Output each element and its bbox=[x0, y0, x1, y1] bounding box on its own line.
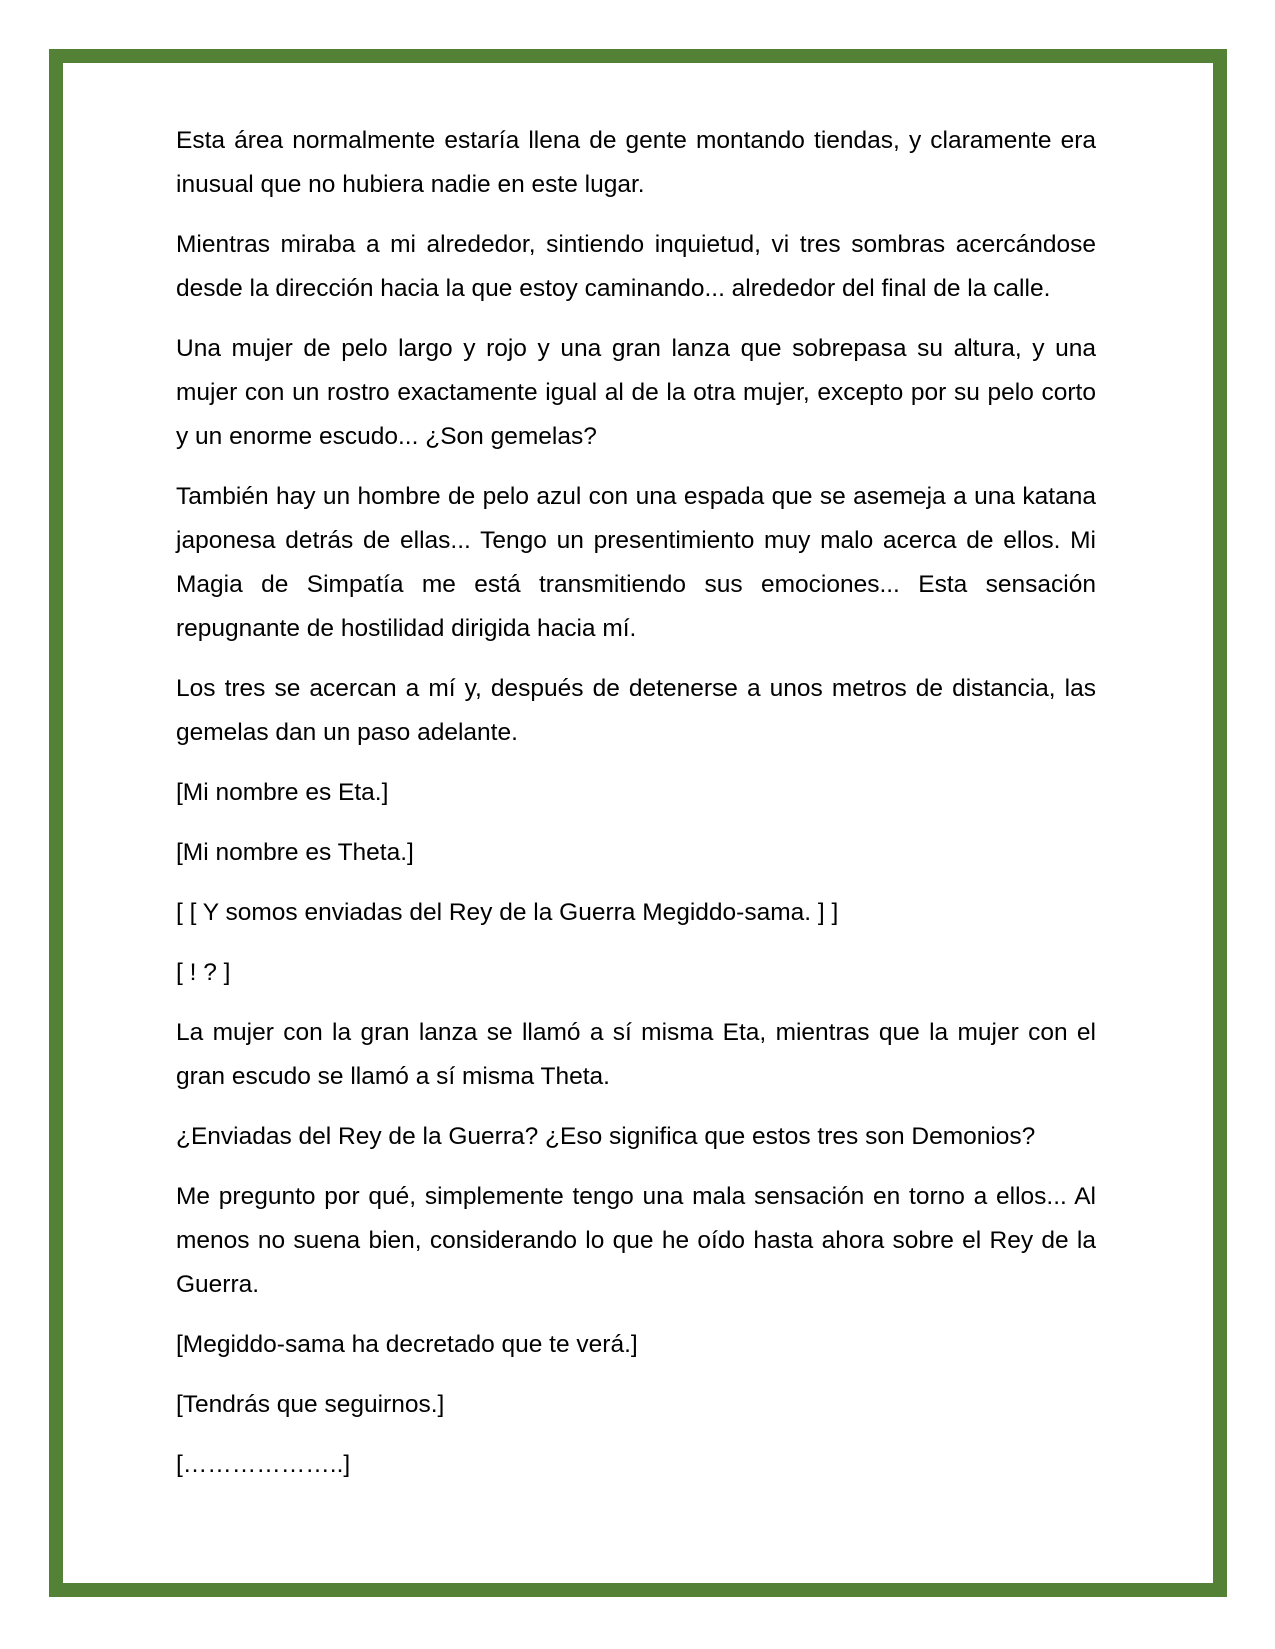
dialogue-theta: [Mi nombre es Theta.] bbox=[176, 839, 414, 866]
paragraph-2: Mientras miraba a mi alrededor, sintiendo inquietud, vi tres sombras acercándose desde la dirección hacia la que estoy caminando... alrededor del final de la calle. bbox=[176, 231, 1096, 302]
paragraph-3: Una mujer de pelo largo y rojo y una gran lanza que sobrepasa su altura, y una mujer con un rostro exactamente igual al de la otra mujer, excepto por su pelo corto y un enorme escudo... ¿Son gemelas? bbox=[176, 335, 1096, 450]
dialogue-twins: [ [ Y somos enviadas del Rey de la Guerra Megiddo-sama. ] ] bbox=[176, 899, 839, 926]
paragraph-11: ¿Enviadas del Rey de la Guerra? ¿Eso significa que estos tres son Demonios? bbox=[176, 1123, 1036, 1150]
paragraph-5: Los tres se acercan a mí y, después de detenerse a unos metros de distancia, las gemelas dan un paso adelante. bbox=[176, 675, 1096, 746]
dialogue-surprise: [ ! ? ] bbox=[176, 959, 231, 986]
dialogue-decree: [Megiddo-sama ha decretado que te verá.] bbox=[176, 1331, 638, 1358]
dialogue-eta: [Mi nombre es Eta.] bbox=[176, 779, 389, 806]
paragraph-4: También hay un hombre de pelo azul con una espada que se asemeja a una katana japonesa detrás de ellas... Tengo un presentimiento muy malo acerca de ellos. Mi Magia de Simpatía me está transmitiendo sus emociones... Esta sensación repugnante de hostilidad dirigida hacia mí. bbox=[176, 483, 1096, 642]
dialogue-silence: [………………..] bbox=[176, 1451, 351, 1478]
paragraph-1: Esta área normalmente estaría llena de gente montando tiendas, y claramente era inusual que no hubiera nadie en este lugar. bbox=[176, 127, 1096, 198]
paragraph-12: Me pregunto por qué, simplemente tengo una mala sensación en torno a ellos... Al menos no suena bien, considerando lo que he oído hasta ahora sobre el Rey de la Guerra. bbox=[176, 1183, 1096, 1298]
dialogue-follow: [Tendrás que seguirnos.] bbox=[176, 1391, 445, 1418]
story-text bbox=[176, 119, 1096, 1503]
paragraph-10: La mujer con la gran lanza se llamó a sí misma Eta, mientras que la mujer con el gran escudo se llamó a sí misma Theta. bbox=[176, 1019, 1096, 1090]
